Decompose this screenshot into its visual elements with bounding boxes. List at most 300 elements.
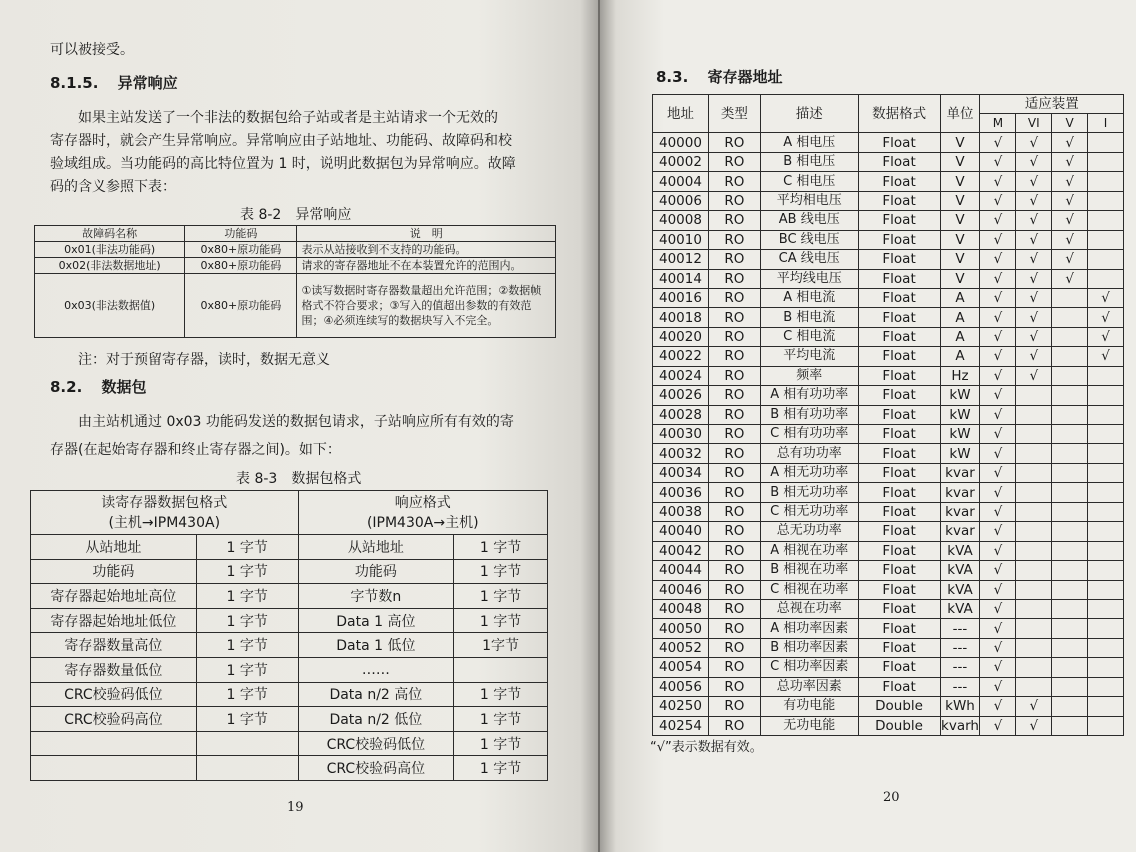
table-cell: kWh <box>940 697 980 716</box>
table-cell: RO <box>708 327 760 346</box>
validity-check-cell <box>1016 386 1052 405</box>
table-cell: 寄存器数量低位 <box>31 657 197 682</box>
device-header-m: M <box>980 114 1016 133</box>
table-cell: RO <box>708 638 760 657</box>
section-number: 8.3. <box>656 68 689 86</box>
validity-check-cell <box>1088 444 1124 463</box>
table-8-2-caption: 表 8-2 异常响应 <box>240 207 352 223</box>
table-row <box>653 152 1124 171</box>
validity-check-cell <box>1088 638 1124 657</box>
validity-check-cell: √ <box>980 347 1016 366</box>
validity-check-cell <box>1016 599 1052 618</box>
header-line: 响应格式 <box>394 494 451 511</box>
table-row <box>653 697 1124 716</box>
table-cell: 1 字节 <box>454 608 548 633</box>
table-cell: kVA <box>940 580 980 599</box>
validity-check-cell <box>1016 638 1052 657</box>
exception-response-table <box>34 225 556 338</box>
validity-check-cell <box>1052 677 1088 696</box>
header-cell: 适应装置 <box>980 95 1124 114</box>
section-8-3-heading <box>656 66 783 87</box>
validity-check-cell <box>1088 211 1124 230</box>
table-cell: 40042 <box>653 541 709 560</box>
table-cell: RO <box>708 463 760 482</box>
table-cell: CRC校验码高位 <box>31 707 197 732</box>
table-cell: 40008 <box>653 211 709 230</box>
table-cell: 寄存器数量高位 <box>31 633 197 658</box>
table-cell: kVA <box>940 541 980 560</box>
validity-check-cell <box>1016 580 1052 599</box>
table-row <box>653 211 1124 230</box>
table-row <box>653 425 1124 444</box>
table-cell: Float <box>858 211 940 230</box>
data-packet-format-table <box>30 490 548 781</box>
validity-check-cell: √ <box>980 133 1016 152</box>
table-cell: 40004 <box>653 172 709 191</box>
table-cell: 0x80+原功能码 <box>185 242 297 258</box>
table-cell: 1 字节 <box>196 707 298 732</box>
validity-check-cell <box>1088 522 1124 541</box>
table-cell: 无功电能 <box>760 716 858 735</box>
validity-check-cell: √ <box>1016 152 1052 171</box>
table-cell: A 相有功功率 <box>760 386 858 405</box>
paragraph-line: 存器(在起始寄存器和终止寄存器之间)。如下： <box>50 442 341 458</box>
table-cell <box>31 731 197 756</box>
table-row <box>31 657 548 682</box>
table-cell: 1 字节 <box>196 633 298 658</box>
table-cell: Float <box>858 327 940 346</box>
validity-check-cell <box>1052 599 1088 618</box>
table-row <box>31 756 548 781</box>
validity-check-cell <box>1088 599 1124 618</box>
table-cell: Data 1 高位 <box>298 608 454 633</box>
table-cell: kVA <box>940 599 980 618</box>
table-cell: Float <box>858 425 940 444</box>
validity-check-cell <box>1052 580 1088 599</box>
table-cell: kW <box>940 386 980 405</box>
table-cell: 40038 <box>653 502 709 521</box>
table-cell: RO <box>708 677 760 696</box>
table-cell: Float <box>858 522 940 541</box>
table-cell: --- <box>940 638 980 657</box>
table-row <box>31 707 548 732</box>
table-cell: V <box>940 250 980 269</box>
table-cell: 1 字节 <box>454 756 548 781</box>
validity-check-cell <box>1016 619 1052 638</box>
table-cell: Float <box>858 347 940 366</box>
validity-check-cell <box>1052 463 1088 482</box>
table-cell: BC 线电压 <box>760 230 858 249</box>
table-cell: A 相视在功率 <box>760 541 858 560</box>
table-cell: 平均相电压 <box>760 191 858 210</box>
table-cell: 1 字节 <box>454 731 548 756</box>
table-cell: RO <box>708 308 760 327</box>
table-cell: 40046 <box>653 580 709 599</box>
table-cell: Float <box>858 502 940 521</box>
table-cell: 从站地址 <box>31 535 197 560</box>
validity-check-cell: √ <box>980 191 1016 210</box>
table-cell: 表示从站接收到不支持的功能码。 <box>297 242 556 258</box>
section-number: 8.1.5. <box>50 74 99 92</box>
table-cell: 40034 <box>653 463 709 482</box>
table-row <box>653 677 1124 696</box>
table-cell: Float <box>858 386 940 405</box>
table-cell: 总功率因素 <box>760 677 858 696</box>
table-cell: 40002 <box>653 152 709 171</box>
table-cell: Float <box>858 308 940 327</box>
table-cell: 1 字节 <box>454 707 548 732</box>
header-cell: 说 明 <box>297 226 556 242</box>
table-cell: CRC校验码低位 <box>31 682 197 707</box>
table-row <box>653 133 1124 152</box>
table-row <box>653 308 1124 327</box>
validity-footnote: “√”表示数据有效。 <box>650 740 763 755</box>
validity-check-cell <box>1052 658 1088 677</box>
section-number: 8.2. <box>50 378 83 396</box>
header-cell: 故障码名称 <box>35 226 185 242</box>
table-row <box>31 535 548 560</box>
table-row <box>653 269 1124 288</box>
table-cell: Float <box>858 580 940 599</box>
table-cell: Float <box>858 561 940 580</box>
table-row <box>653 327 1124 346</box>
paragraph-line: 如果主站发送了一个非法的数据包给子站或者是主站请求一个无效的 <box>78 110 498 126</box>
table-cell: 40056 <box>653 677 709 696</box>
table-cell: 40250 <box>653 697 709 716</box>
device-header-i: I <box>1088 114 1124 133</box>
table-cell: A <box>940 308 980 327</box>
validity-check-cell: √ <box>1016 211 1052 230</box>
table-cell: 40028 <box>653 405 709 424</box>
header-cell: 描述 <box>760 95 858 133</box>
validity-check-cell <box>1088 561 1124 580</box>
table-cell: RO <box>708 502 760 521</box>
page-number: 20 <box>883 790 900 805</box>
paragraph-line: 由主站机通过 0x03 功能码发送的数据包请求，子站响应所有有效的寄 <box>78 414 514 430</box>
validity-check-cell: √ <box>980 716 1016 735</box>
table-cell: RO <box>708 561 760 580</box>
validity-check-cell <box>1052 288 1088 307</box>
table-cell: RO <box>708 716 760 735</box>
validity-check-cell: √ <box>980 211 1016 230</box>
table-cell: RO <box>708 269 760 288</box>
validity-check-cell: √ <box>980 366 1016 385</box>
table-cell <box>454 657 548 682</box>
request-format-header <box>31 491 299 535</box>
table-cell: B 相功率因素 <box>760 638 858 657</box>
validity-check-cell: √ <box>980 522 1016 541</box>
table-cell: Double <box>858 697 940 716</box>
table-cell: Float <box>858 250 940 269</box>
table-row <box>31 584 548 609</box>
table-row <box>653 522 1124 541</box>
table-cell: 平均电流 <box>760 347 858 366</box>
table-cell: 0x80+原功能码 <box>185 274 297 338</box>
validity-check-cell: √ <box>1016 230 1052 249</box>
table-cell: RO <box>708 211 760 230</box>
table-row <box>653 580 1124 599</box>
validity-check-cell <box>1052 561 1088 580</box>
table-cell: Double <box>858 716 940 735</box>
validity-check-cell: √ <box>1016 716 1052 735</box>
table-row <box>653 386 1124 405</box>
validity-check-cell: √ <box>980 463 1016 482</box>
validity-check-cell: √ <box>980 561 1016 580</box>
table-cell: RO <box>708 522 760 541</box>
table-cell: C 相电压 <box>760 172 858 191</box>
table-cell: RO <box>708 250 760 269</box>
table-row <box>653 463 1124 482</box>
table-cell <box>196 756 298 781</box>
header-line: 读寄存器数据包格式 <box>101 494 228 511</box>
validity-check-cell: √ <box>980 677 1016 696</box>
table-cell: 总有功功率 <box>760 444 858 463</box>
table-cell: RO <box>708 444 760 463</box>
validity-check-cell: √ <box>980 172 1016 191</box>
table-cell: 40012 <box>653 250 709 269</box>
table-cell: 1 字节 <box>454 682 548 707</box>
table-row <box>653 716 1124 735</box>
table-cell: kvarh <box>941 717 979 734</box>
table-cell: Float <box>858 638 940 657</box>
validity-check-cell: √ <box>1088 288 1124 307</box>
table-cell: kvar <box>940 463 980 482</box>
table-row <box>653 658 1124 677</box>
validity-check-cell: √ <box>1016 308 1052 327</box>
table-row <box>653 366 1124 385</box>
table-cell: 40000 <box>653 133 709 152</box>
validity-check-cell <box>1016 522 1052 541</box>
validity-check-cell <box>1016 561 1052 580</box>
table-row <box>653 619 1124 638</box>
table-cell: Data 1 低位 <box>298 633 454 658</box>
validity-check-cell: √ <box>980 599 1016 618</box>
validity-check-cell <box>1088 172 1124 191</box>
table-cell: V <box>940 211 980 230</box>
table-cell: B 相有功功率 <box>760 405 858 424</box>
validity-check-cell <box>1088 619 1124 638</box>
validity-check-cell: √ <box>1016 172 1052 191</box>
table-row <box>653 561 1124 580</box>
validity-check-cell: √ <box>1016 697 1052 716</box>
table-cell: 字节数n <box>298 584 454 609</box>
validity-check-cell <box>1016 483 1052 502</box>
validity-check-cell <box>1088 230 1124 249</box>
table-cell: Float <box>858 366 940 385</box>
table-cell: C 相有功功率 <box>760 425 858 444</box>
table-cell: 0x80+原功能码 <box>185 258 297 274</box>
table-cell: RO <box>708 580 760 599</box>
validity-check-cell <box>1052 425 1088 444</box>
validity-check-cell <box>1016 502 1052 521</box>
table-cell: 40010 <box>653 230 709 249</box>
table-cell: B 相电压 <box>760 152 858 171</box>
validity-check-cell <box>1088 191 1124 210</box>
section-8-1-5-heading <box>50 72 178 93</box>
validity-check-cell: √ <box>1016 288 1052 307</box>
table-row <box>653 172 1124 191</box>
validity-check-cell: √ <box>980 425 1016 444</box>
validity-check-cell: √ <box>1016 269 1052 288</box>
validity-check-cell <box>1052 716 1088 735</box>
table-cell: kW <box>940 405 980 424</box>
table-cell: RO <box>708 619 760 638</box>
table-cell: RO <box>708 347 760 366</box>
table-cell: C 相视在功率 <box>760 580 858 599</box>
header-cell: 地址 <box>653 95 709 133</box>
validity-check-cell: √ <box>1016 133 1052 152</box>
table-cell: Float <box>858 405 940 424</box>
table-cell: B 相视在功率 <box>760 561 858 580</box>
validity-check-cell <box>1088 250 1124 269</box>
table-cell: V <box>940 230 980 249</box>
table-cell: A <box>940 347 980 366</box>
table-row <box>653 483 1124 502</box>
table-row <box>653 405 1124 424</box>
validity-check-cell: √ <box>980 483 1016 502</box>
device-header-vi: VI <box>1016 114 1052 133</box>
validity-check-cell <box>1088 425 1124 444</box>
validity-check-cell <box>1052 327 1088 346</box>
validity-check-cell: √ <box>1016 366 1052 385</box>
table-cell: A 相功率因素 <box>760 619 858 638</box>
table-cell: kW <box>940 444 980 463</box>
right-page <box>600 0 1136 852</box>
table-cell: A 相电流 <box>760 288 858 307</box>
table-cell: Float <box>858 230 940 249</box>
validity-check-cell <box>1088 269 1124 288</box>
table-cell: ①读写数据时寄存器数量超出允许范围；②数据帧格式不符合要求；③写入的值超出参数的有效范围；④必须连续写的数据块写入不完全。 <box>297 274 556 338</box>
table-cell: 1 字节 <box>196 559 298 584</box>
table-cell: 平均线电压 <box>760 269 858 288</box>
table-cell: 1字节 <box>454 633 548 658</box>
reserved-register-note: 注：对于预留寄存器，读时，数据无意义 <box>78 352 330 368</box>
validity-check-cell <box>1088 716 1124 735</box>
table-cell: 请求的寄存器地址不在本装置允许的范围内。 <box>297 258 556 274</box>
paragraph-8-1-5 <box>50 107 555 199</box>
table-cell: A <box>940 327 980 346</box>
table-cell: RO <box>708 658 760 677</box>
table-row <box>653 288 1124 307</box>
table-row <box>653 638 1124 657</box>
table-cell: 40036 <box>653 483 709 502</box>
validity-check-cell <box>1052 619 1088 638</box>
header-cell: 单位 <box>940 95 980 133</box>
table-cell: 功能码 <box>31 559 197 584</box>
validity-check-cell: √ <box>980 308 1016 327</box>
validity-check-cell <box>1016 425 1052 444</box>
table-cell: 总无功功率 <box>760 522 858 541</box>
header-cell: 数据格式 <box>858 95 940 133</box>
table-cell: RO <box>708 191 760 210</box>
validity-check-cell: √ <box>1016 347 1052 366</box>
validity-check-cell: √ <box>1016 250 1052 269</box>
validity-check-cell: √ <box>1088 308 1124 327</box>
table-cell: V <box>940 152 980 171</box>
device-header-v: V <box>1052 114 1088 133</box>
validity-check-cell <box>1088 463 1124 482</box>
table-cell: 1 字节 <box>196 584 298 609</box>
table-cell: B 相无功功率 <box>760 483 858 502</box>
section-8-2-heading <box>50 376 147 397</box>
table-cell: A 相无功功率 <box>760 463 858 482</box>
table-cell: kVA <box>940 561 980 580</box>
table-cell: B 相电流 <box>760 308 858 327</box>
validity-check-cell <box>1052 308 1088 327</box>
table-cell: RO <box>708 288 760 307</box>
table-cell: kvar <box>940 522 980 541</box>
table-cell: 总视在功率 <box>760 599 858 618</box>
validity-check-cell: √ <box>980 619 1016 638</box>
paragraph-line: 码的含义参照下表： <box>50 179 176 195</box>
table-cell: 40040 <box>653 522 709 541</box>
table-cell: 1 字节 <box>196 608 298 633</box>
table-row <box>653 599 1124 618</box>
validity-check-cell <box>1088 366 1124 385</box>
validity-check-cell: √ <box>980 230 1016 249</box>
table-cell: 0x01(非法功能码) <box>35 242 185 258</box>
table-cell: RO <box>708 386 760 405</box>
table-cell: …… <box>298 657 454 682</box>
table-cell: kvar <box>940 502 980 521</box>
table-cell: 40032 <box>653 444 709 463</box>
validity-check-cell <box>1052 522 1088 541</box>
table-cell: 40016 <box>653 288 709 307</box>
paragraph-8-2 <box>50 408 555 464</box>
header-line: (主机→IPM430A) <box>108 514 221 531</box>
table-cell: 40050 <box>653 619 709 638</box>
table-cell: Float <box>858 541 940 560</box>
validity-check-cell: √ <box>1088 347 1124 366</box>
table-cell: A <box>940 288 980 307</box>
table-cell: 频率 <box>760 366 858 385</box>
validity-check-cell <box>1052 502 1088 521</box>
validity-check-cell: √ <box>1016 327 1052 346</box>
validity-check-cell <box>1088 483 1124 502</box>
table-cell: RO <box>708 697 760 716</box>
response-format-header <box>298 491 548 535</box>
paragraph-line: 验域组成。当功能码的高比特位置为 1 时，说明此数据包为异常响应。故障 <box>50 156 516 172</box>
table-cell: kW <box>940 425 980 444</box>
table-cell: --- <box>940 619 980 638</box>
validity-check-cell <box>1052 483 1088 502</box>
table-cell: Float <box>858 191 940 210</box>
table-cell: RO <box>708 405 760 424</box>
table-cell: 40054 <box>653 658 709 677</box>
table-cell <box>31 756 197 781</box>
table-cell: RO <box>708 425 760 444</box>
table-8-3-caption: 表 8-3 数据包格式 <box>236 471 362 487</box>
table-cell <box>196 731 298 756</box>
table-cell: Hz <box>940 366 980 385</box>
validity-check-cell <box>1088 386 1124 405</box>
table-cell: 1 字节 <box>196 682 298 707</box>
validity-check-cell <box>1016 658 1052 677</box>
table-row <box>31 608 548 633</box>
validity-check-cell: √ <box>980 405 1016 424</box>
table-cell: RO <box>708 133 760 152</box>
table-cell: RO <box>708 172 760 191</box>
table-cell: CRC校验码低位 <box>298 731 454 756</box>
validity-check-cell <box>1088 502 1124 521</box>
table-cell: 功能码 <box>298 559 454 584</box>
table-cell: --- <box>940 677 980 696</box>
validity-check-cell: √ <box>980 697 1016 716</box>
table-cell: Float <box>858 172 940 191</box>
section-title: 异常响应 <box>117 74 178 92</box>
validity-check-cell: √ <box>980 638 1016 657</box>
table-cell: 40024 <box>653 366 709 385</box>
